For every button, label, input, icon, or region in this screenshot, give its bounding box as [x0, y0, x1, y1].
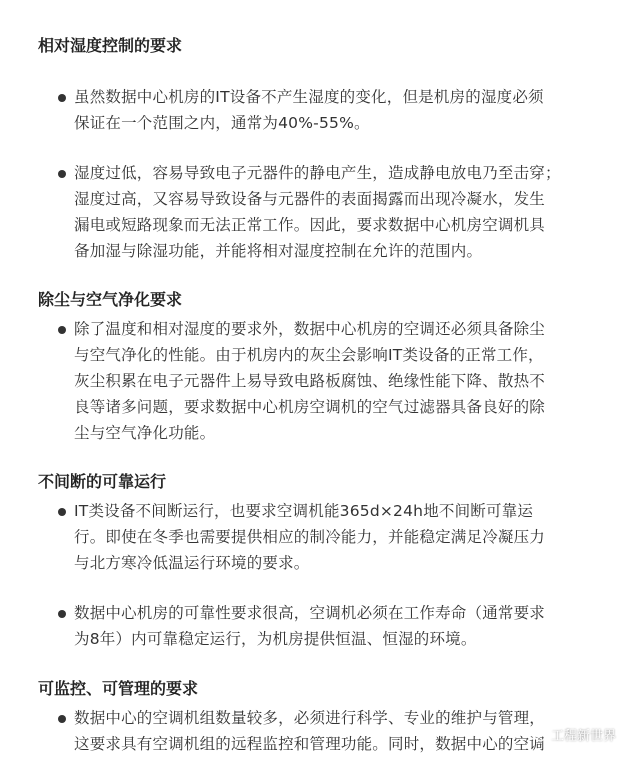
text-line: 良等诸多问题，要求数据中心机房空调机的空气过滤器具备良好的除	[74, 398, 546, 416]
text-line: 尘与空气净化功能。	[74, 424, 216, 442]
text-line: 虽然数据中心机房的IT设备不产生湿度的变化，但是机房的湿度必须	[74, 88, 544, 106]
text-line: 备加湿与除湿功能，并能将相对湿度控制在允许的范围内。	[74, 242, 483, 260]
text-line: 与空气净化的性能。由于机房内的灰尘会影响IT类设备的正常工作，	[74, 346, 544, 364]
text-line: 为8年）内可靠稳定运行，为机房提供恒温、恒湿的环境。	[74, 630, 477, 648]
bullet-icon	[58, 715, 66, 723]
text-line: 湿度过高，又容易导致设备与元器件的表面揭露而出现冷凝水，发生	[74, 190, 546, 208]
list-item	[74, 498, 594, 576]
bullet-icon	[58, 170, 66, 178]
text-line: 保证在一个范围之内，通常为40%-55%。	[74, 114, 370, 132]
list-item	[74, 705, 594, 757]
text-line: 与北方寒冷低温运行环境的要求。	[74, 554, 310, 572]
list-item	[74, 84, 594, 136]
text-line: 湿度过低，容易导致电子元器件的静电产生，造成静电放电乃至击穿；	[74, 164, 561, 182]
section-heading-dust: 除尘与空气净化要求	[38, 290, 183, 309]
text-line: 除了温度和相对湿度的要求外，数据中心机房的空调还必须具备除尘	[74, 320, 546, 338]
text-line: IT类设备不间断运行，也要求空调机能365d×24h地不间断可靠运	[74, 502, 534, 520]
list-item	[74, 160, 594, 264]
bullet-icon	[58, 508, 66, 516]
bullet-icon	[58, 94, 66, 102]
list-item	[74, 600, 594, 652]
bullet-icon	[58, 610, 66, 618]
text-line: 数据中心机房的可靠性要求很高，空调机必须在工作寿命（通常要求	[74, 604, 546, 622]
wechat-icon	[527, 727, 547, 743]
text-line: 漏电或短路现象而无法正常工作。因此，要求数据中心机房空调机具	[74, 216, 546, 234]
text-line: 这要求具有空调机组的远程监控和管理功能。同时，数据中心的空调	[74, 735, 546, 753]
watermark-text: 工程新世界	[550, 729, 616, 744]
bullet-icon	[58, 326, 66, 334]
list-item	[74, 316, 594, 446]
watermark	[527, 725, 616, 744]
text-line: 行。即使在冬季也需要提供相应的制冷能力，并能稳定满足冷凝压力	[74, 528, 546, 546]
section-heading-monitoring: 可监控、可管理的要求	[38, 679, 199, 698]
text-line: 灰尘积累在电子元器件上易导致电路板腐蚀、绝缘性能下降、散热不	[74, 372, 546, 390]
text-line: 数据中心的空调机组数量较多，必须进行科学、专业的维护与管理，	[74, 709, 546, 727]
section-heading-humidity: 相对湿度控制的要求	[38, 36, 183, 55]
section-heading-reliability: 不间断的可靠运行	[38, 472, 167, 491]
